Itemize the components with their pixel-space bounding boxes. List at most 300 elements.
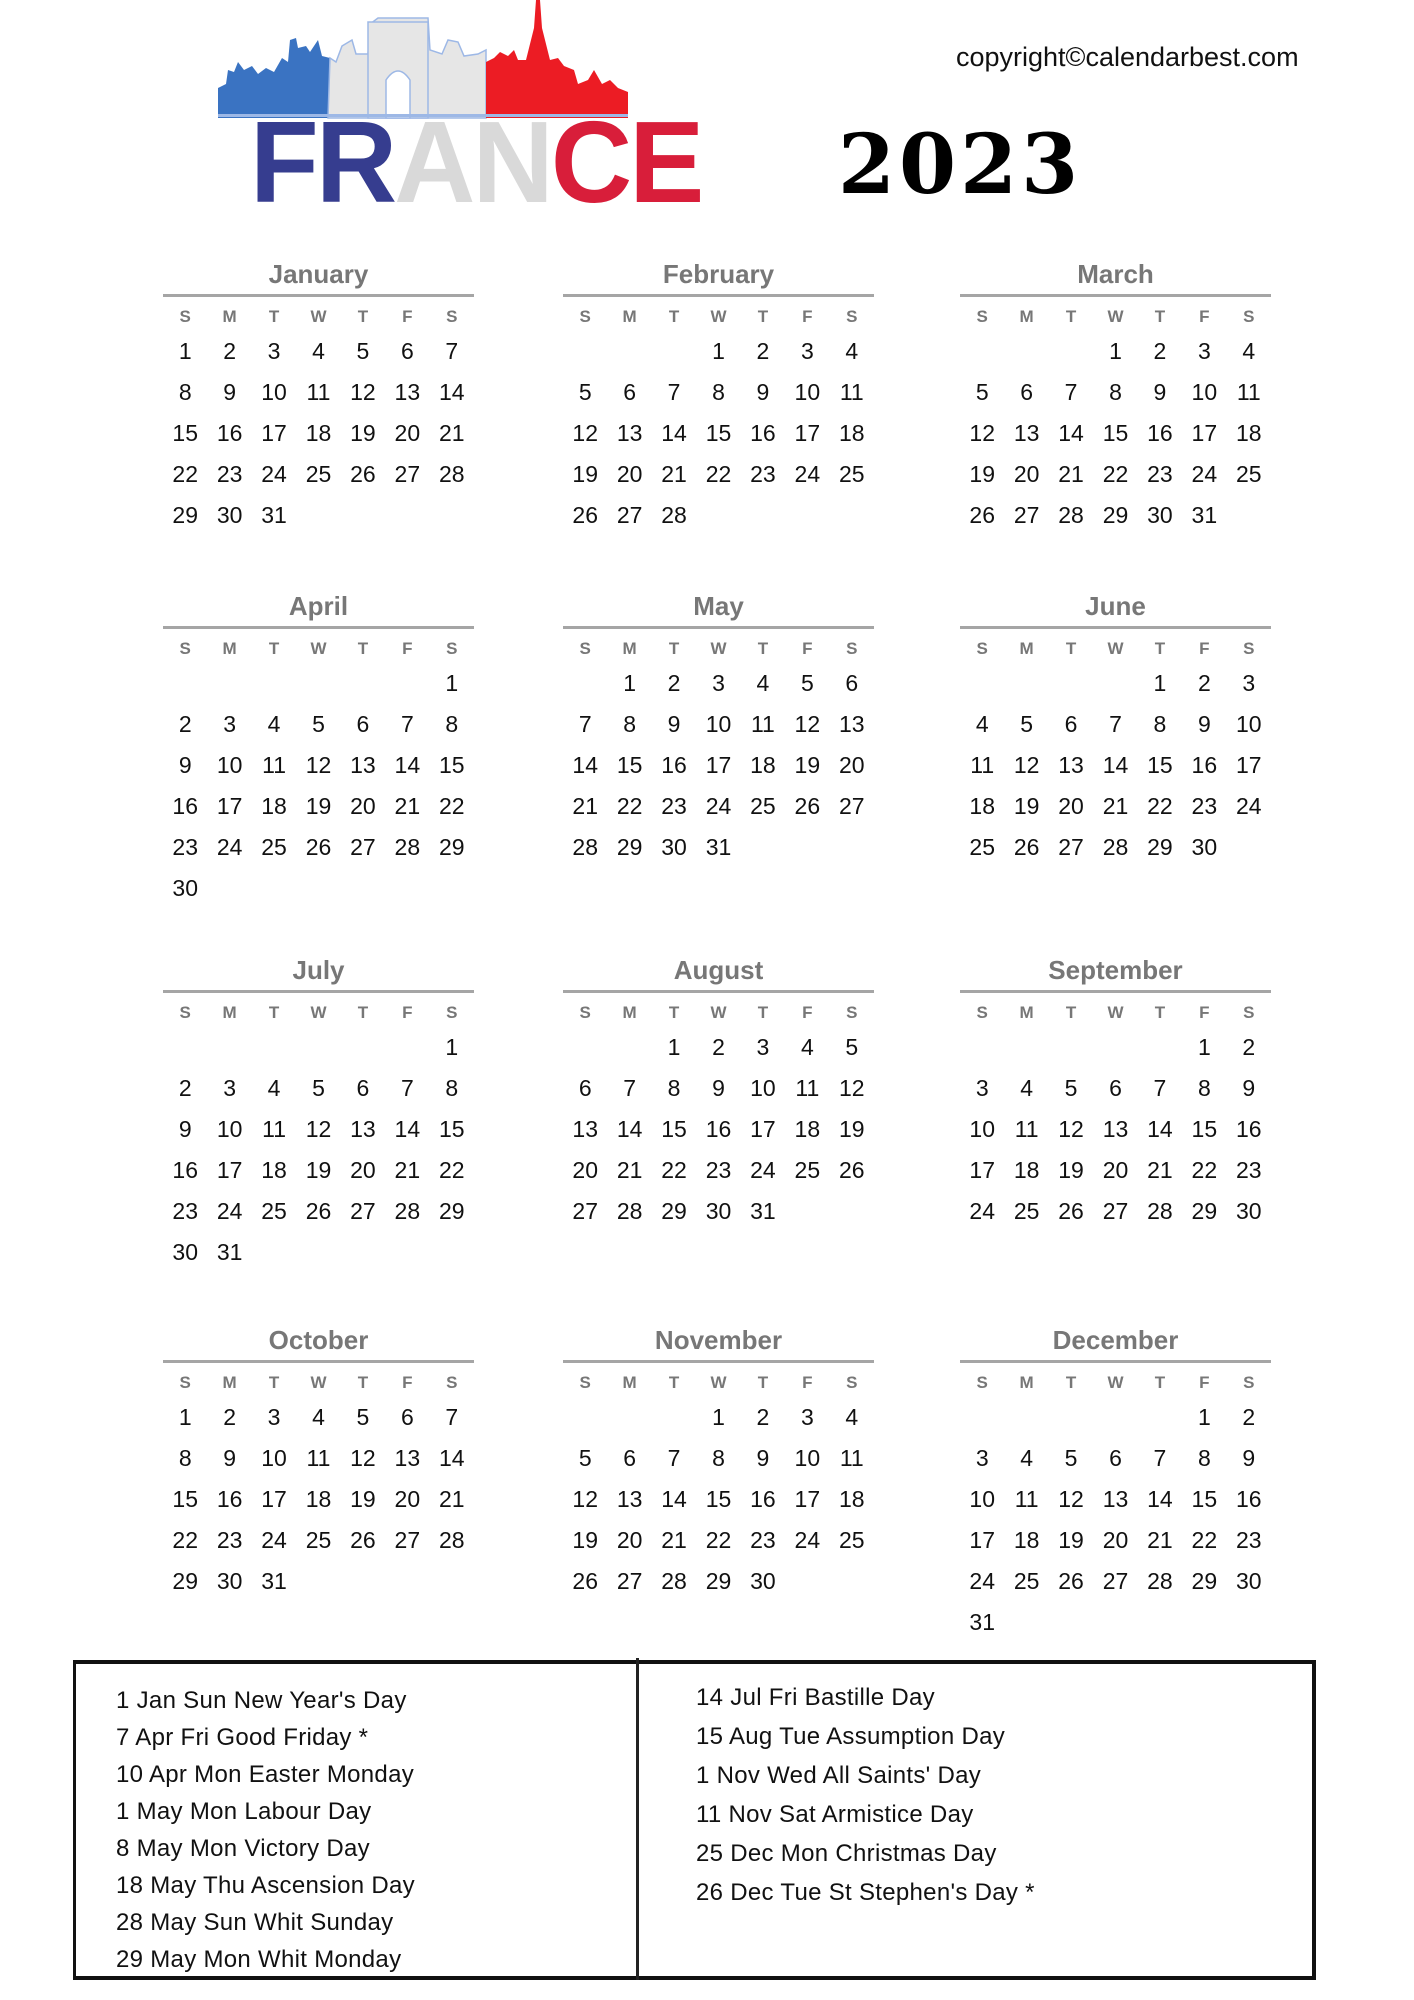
weekday-header: T [268, 1003, 280, 1022]
day-cell: 21 [1102, 793, 1129, 819]
day-cell: 20 [838, 752, 865, 778]
holiday-item: 28 May Sun Whit Sunday [116, 1909, 394, 1936]
day-cell: 15 [705, 420, 732, 446]
day-cell: 20 [1102, 1157, 1129, 1183]
day-cell: 25 [838, 1527, 865, 1553]
month-title: January [268, 259, 369, 289]
day-cell: 6 [623, 379, 637, 405]
day-cell: 7 [667, 1445, 681, 1471]
weekday-header: M [622, 1003, 637, 1022]
day-cell: 9 [1153, 379, 1167, 405]
day-cell: 8 [1197, 1445, 1211, 1471]
day-cell: 23 [1191, 793, 1218, 819]
day-cell: 24 [216, 834, 243, 860]
day-cell: 2 [178, 1075, 192, 1101]
day-cell: 1 [667, 1034, 681, 1060]
holiday-item: 26 Dec Tue St Stephen's Day * [696, 1879, 1035, 1906]
day-cell: 27 [350, 1198, 376, 1224]
day-cell: 27 [616, 1568, 643, 1594]
empty-cell [296, 1027, 340, 1068]
day-grid [960, 1363, 1271, 1643]
weekday-header: S [579, 639, 591, 658]
day-cell: 19 [794, 752, 821, 778]
month-april [163, 590, 474, 909]
day-cell: 2 [1242, 1404, 1256, 1430]
holiday-item: 25 Dec Mon Christmas Day [696, 1840, 997, 1867]
day-cell: 4 [1020, 1075, 1034, 1101]
day-cell: 21 [394, 1157, 421, 1183]
empty-cell [385, 1027, 429, 1068]
day-cell: 22 [616, 793, 643, 819]
weekday-header: T [357, 1373, 369, 1392]
day-cell: 9 [756, 379, 770, 405]
weekday-header: F [802, 639, 813, 658]
weekday-header: M [222, 1003, 237, 1022]
empty-cell [1004, 331, 1048, 372]
day-cell: 5 [356, 1404, 370, 1430]
day-cell: 19 [350, 420, 376, 446]
weekday-header: S [976, 1373, 988, 1392]
day-cell: 14 [438, 379, 465, 405]
day-cell: 25 [261, 834, 287, 860]
day-cell: 25 [1013, 1198, 1040, 1224]
day-cell: 26 [794, 793, 821, 819]
month-title: December [1052, 1325, 1179, 1355]
day-cell: 27 [838, 793, 865, 819]
day-cell: 12 [969, 420, 995, 446]
day-cell: 1 [1153, 670, 1167, 696]
day-grid [563, 1363, 874, 1602]
day-cell: 4 [312, 1404, 325, 1430]
day-cell: 2 [223, 338, 237, 364]
day-cell: 16 [172, 1157, 198, 1183]
day-cell: 11 [306, 1445, 331, 1471]
weekday-header: T [1065, 307, 1077, 326]
empty-cell [163, 1027, 207, 1068]
copyright-text: copyright©calendarbest.com [956, 42, 1299, 72]
day-cell: 4 [267, 711, 281, 737]
day-cell: 25 [969, 834, 995, 860]
weekday-header: W [310, 1373, 327, 1392]
day-cell: 1 [445, 1034, 459, 1060]
holiday-item: 1 May Mon Labour Day [116, 1798, 372, 1825]
day-cell: 7 [578, 711, 592, 737]
day-grid [163, 629, 474, 909]
day-cell: 3 [712, 670, 725, 696]
weekday-header: W [1107, 1003, 1124, 1022]
month-february [563, 258, 874, 536]
day-cell: 15 [705, 1486, 732, 1512]
day-cell: 18 [1013, 1527, 1040, 1553]
day-cell: 31 [261, 1568, 287, 1594]
day-cell: 23 [661, 793, 687, 819]
day-cell: 3 [223, 711, 237, 737]
weekday-header: S [446, 1003, 458, 1022]
day-cell: 3 [975, 1445, 989, 1471]
logo-letter: C [550, 97, 630, 227]
weekday-header: F [1199, 639, 1210, 658]
day-cell: 28 [438, 1527, 465, 1553]
empty-cell [341, 663, 385, 704]
empty-cell [563, 331, 607, 372]
day-cell: 26 [305, 1198, 332, 1224]
weekday-header: T [1154, 1373, 1166, 1392]
weekday-header: S [1243, 1003, 1255, 1022]
day-cell: 11 [970, 752, 995, 778]
day-cell: 18 [750, 752, 776, 778]
day-grid [960, 993, 1271, 1232]
weekday-header: S [579, 307, 591, 326]
weekday-header: W [710, 1373, 727, 1392]
day-cell: 5 [312, 711, 325, 737]
day-cell: 12 [305, 1116, 332, 1142]
day-cell: 15 [661, 1116, 687, 1142]
weekday-header: F [402, 307, 413, 326]
holiday-item: 15 Aug Tue Assumption Day [696, 1723, 1006, 1750]
day-cell: 4 [800, 1034, 814, 1060]
month-september [960, 954, 1271, 1232]
day-cell: 11 [839, 379, 864, 405]
day-cell: 22 [705, 1527, 732, 1553]
day-cell: 12 [1058, 1486, 1084, 1512]
holiday-item: 18 May Thu Ascension Day [116, 1872, 415, 1899]
day-cell: 22 [1102, 461, 1129, 487]
weekday-header: T [1065, 1003, 1077, 1022]
day-cell: 16 [216, 1486, 243, 1512]
day-cell: 24 [1191, 461, 1218, 487]
day-cell: 6 [1109, 1445, 1122, 1471]
day-cell: 20 [616, 461, 643, 487]
day-cell: 11 [795, 1075, 820, 1101]
day-cell: 28 [661, 1568, 687, 1594]
day-cell: 14 [394, 1116, 421, 1142]
day-cell: 23 [172, 834, 198, 860]
holiday-column-left [116, 1682, 415, 1978]
day-cell: 14 [572, 752, 598, 778]
day-cell: 26 [572, 502, 598, 528]
day-cell: 26 [350, 461, 376, 487]
day-cell: 12 [350, 1445, 376, 1471]
day-cell: 10 [261, 379, 287, 405]
empty-cell [960, 1027, 1004, 1068]
day-cell: 6 [400, 338, 414, 364]
day-cell: 13 [1013, 420, 1040, 446]
weekday-header: W [310, 1003, 327, 1022]
weekday-header: S [976, 639, 988, 658]
day-cell: 11 [306, 379, 331, 405]
day-cell: 8 [667, 1075, 681, 1101]
day-cell: 24 [261, 1527, 287, 1553]
day-cell: 30 [1147, 502, 1173, 528]
day-cell: 9 [1242, 1075, 1256, 1101]
weekday-header: F [1199, 1003, 1210, 1022]
day-cell: 31 [261, 502, 287, 528]
weekday-header: S [579, 1003, 591, 1022]
logo-letter: N [472, 97, 551, 227]
day-cell: 17 [750, 1116, 776, 1142]
day-cell: 14 [616, 1116, 643, 1142]
day-cell: 16 [750, 1486, 776, 1512]
day-cell: 11 [1014, 1116, 1039, 1142]
day-cell: 7 [445, 1404, 459, 1430]
weekday-header: M [1019, 639, 1034, 658]
day-cell: 30 [216, 502, 243, 528]
day-cell: 19 [572, 461, 598, 487]
month-may [563, 590, 874, 868]
day-cell: 28 [1147, 1198, 1173, 1224]
day-cell: 13 [1058, 752, 1084, 778]
day-cell: 18 [261, 1157, 287, 1183]
day-cell: 13 [394, 1445, 421, 1471]
day-cell: 18 [969, 793, 995, 819]
empty-cell [1004, 1027, 1048, 1068]
empty-cell [341, 1027, 385, 1068]
logo-letter: R [315, 97, 395, 227]
day-cell: 25 [305, 1527, 332, 1553]
day-cell: 21 [438, 420, 465, 446]
day-cell: 27 [1013, 502, 1040, 528]
empty-cell [960, 1397, 1004, 1438]
empty-cell [385, 663, 429, 704]
day-cell: 13 [616, 1486, 643, 1512]
empty-cell [607, 1397, 651, 1438]
weekday-header: T [1065, 1373, 1077, 1392]
weekday-header: W [710, 639, 727, 658]
month-title: July [292, 955, 345, 985]
day-cell: 4 [756, 670, 770, 696]
holiday-item: 1 Nov Wed All Saints' Day [696, 1762, 982, 1789]
day-cell: 17 [794, 420, 821, 446]
day-cell: 30 [750, 1568, 776, 1594]
weekday-header: S [846, 1373, 858, 1392]
day-cell: 8 [1197, 1075, 1211, 1101]
day-cell: 12 [794, 711, 821, 737]
weekday-header: S [446, 639, 458, 658]
empty-cell [607, 331, 651, 372]
weekday-header: W [1107, 639, 1124, 658]
day-cell: 6 [845, 670, 859, 696]
day-cell: 23 [216, 1527, 243, 1553]
empty-cell [1093, 1397, 1137, 1438]
weekday-header: M [1019, 307, 1034, 326]
weekday-header: S [179, 1373, 191, 1392]
day-cell: 17 [261, 1486, 287, 1512]
weekday-header: F [1199, 307, 1210, 326]
day-cell: 12 [572, 1486, 598, 1512]
day-cell: 6 [1064, 711, 1078, 737]
day-cell: 22 [1191, 1527, 1218, 1553]
day-cell: 18 [1235, 420, 1262, 446]
day-cell: 4 [1242, 338, 1256, 364]
day-cell: 3 [267, 338, 281, 364]
day-cell: 24 [705, 793, 732, 819]
weekday-header: T [668, 639, 680, 658]
day-cell: 22 [1191, 1157, 1218, 1183]
day-cell: 26 [305, 834, 332, 860]
day-cell: 5 [312, 1075, 325, 1101]
day-cell: 2 [223, 1404, 237, 1430]
day-cell: 9 [223, 1445, 237, 1471]
day-cell: 28 [616, 1198, 643, 1224]
day-cell: 30 [172, 1239, 198, 1265]
day-cell: 29 [1191, 1568, 1218, 1594]
day-cell: 27 [394, 461, 421, 487]
empty-cell [207, 1027, 251, 1068]
weekday-header: M [222, 307, 237, 326]
day-cell: 9 [178, 752, 192, 778]
day-cell: 30 [172, 875, 198, 901]
day-cell: 17 [216, 793, 243, 819]
day-cell: 4 [267, 1075, 281, 1101]
day-cell: 7 [1064, 379, 1078, 405]
holiday-item: 11 Nov Sat Armistice Day [696, 1801, 974, 1828]
day-cell: 12 [350, 379, 376, 405]
day-cell: 23 [750, 1527, 776, 1553]
month-title: August [673, 955, 764, 985]
day-cell: 19 [1013, 793, 1040, 819]
month-title: October [268, 1325, 369, 1355]
day-cell: 23 [1147, 461, 1173, 487]
day-cell: 31 [750, 1198, 776, 1224]
day-cell: 17 [261, 420, 287, 446]
month-title: April [288, 591, 349, 621]
day-cell: 15 [1191, 1486, 1218, 1512]
empty-cell [296, 663, 340, 704]
day-cell: 16 [661, 752, 687, 778]
day-cell: 10 [794, 379, 821, 405]
day-cell: 1 [1197, 1034, 1211, 1060]
weekday-header: F [402, 1373, 413, 1392]
day-cell: 16 [172, 793, 198, 819]
day-cell: 24 [969, 1568, 995, 1594]
day-cell: 17 [705, 752, 732, 778]
day-cell: 19 [838, 1116, 865, 1142]
day-cell: 31 [1191, 502, 1218, 528]
month-title: May [693, 591, 744, 621]
day-grid [163, 1363, 474, 1602]
day-cell: 23 [750, 461, 776, 487]
day-cell: 20 [350, 793, 376, 819]
day-cell: 13 [1102, 1116, 1129, 1142]
holiday-item: 7 Apr Fri Good Friday * [116, 1724, 369, 1751]
weekday-header: M [1019, 1003, 1034, 1022]
day-cell: 27 [616, 502, 643, 528]
day-cell: 18 [305, 1486, 332, 1512]
day-cell: 15 [172, 1486, 198, 1512]
day-cell: 29 [1102, 502, 1129, 528]
day-cell: 8 [712, 1445, 725, 1471]
day-cell: 24 [794, 1527, 821, 1553]
month-november [563, 1324, 874, 1602]
day-cell: 11 [750, 711, 775, 737]
day-cell: 17 [969, 1527, 995, 1553]
day-cell: 24 [261, 461, 287, 487]
empty-cell [252, 663, 296, 704]
day-cell: 13 [394, 379, 421, 405]
day-cell: 22 [661, 1157, 687, 1183]
day-cell: 21 [661, 461, 687, 487]
day-cell: 15 [438, 752, 465, 778]
day-cell: 24 [969, 1198, 995, 1224]
day-cell: 22 [705, 461, 732, 487]
day-cell: 13 [838, 711, 865, 737]
day-cell: 31 [969, 1609, 995, 1635]
empty-cell [1049, 1397, 1093, 1438]
day-cell: 1 [1197, 1404, 1211, 1430]
logo-letter: E [629, 97, 702, 227]
day-cell: 23 [172, 1198, 198, 1224]
day-cell: 19 [1058, 1527, 1084, 1553]
day-cell: 21 [394, 793, 421, 819]
day-cell: 6 [356, 711, 370, 737]
day-cell: 18 [261, 793, 287, 819]
day-cell: 3 [800, 338, 814, 364]
day-cell: 14 [1102, 752, 1129, 778]
day-cell: 6 [400, 1404, 414, 1430]
weekday-header: T [668, 1373, 680, 1392]
day-cell: 30 [1235, 1198, 1262, 1224]
empty-cell [563, 1027, 607, 1068]
holiday-item: 1 Jan Sun New Year's Day [116, 1687, 407, 1714]
empty-cell [652, 331, 696, 372]
day-cell: 12 [572, 420, 598, 446]
day-cell: 29 [616, 834, 643, 860]
day-cell: 17 [1191, 420, 1218, 446]
weekday-header: M [222, 1373, 237, 1392]
day-cell: 6 [623, 1445, 637, 1471]
day-cell: 10 [216, 1116, 243, 1142]
weekday-header: W [1107, 1373, 1124, 1392]
day-cell: 28 [572, 834, 598, 860]
holiday-item: 29 May Mon Whit Monday [116, 1946, 402, 1973]
day-cell: 21 [438, 1486, 465, 1512]
day-cell: 28 [1058, 502, 1084, 528]
day-cell: 7 [400, 711, 414, 737]
day-cell: 10 [969, 1116, 995, 1142]
day-cell: 11 [262, 752, 286, 778]
day-cell: 12 [838, 1075, 865, 1101]
day-cell: 7 [667, 379, 681, 405]
weekday-header: T [268, 307, 280, 326]
day-cell: 28 [1147, 1568, 1173, 1594]
day-cell: 29 [172, 1568, 198, 1594]
day-cell: 9 [1242, 1445, 1256, 1471]
day-cell: 21 [1058, 461, 1084, 487]
day-cell: 9 [178, 1116, 192, 1142]
day-cell: 6 [578, 1075, 592, 1101]
weekday-header: W [710, 1003, 727, 1022]
day-cell: 26 [572, 1568, 598, 1594]
weekday-header: S [179, 639, 191, 658]
logo-letter: F [250, 97, 316, 227]
day-cell: 10 [705, 711, 732, 737]
empty-cell [960, 663, 1004, 704]
weekday-header: F [802, 1003, 813, 1022]
day-cell: 1 [712, 338, 725, 364]
weekday-header: T [1154, 639, 1166, 658]
holiday-column-right [696, 1678, 1035, 1912]
weekday-header: M [622, 1373, 637, 1392]
day-cell: 30 [1235, 1568, 1262, 1594]
day-grid [163, 993, 474, 1273]
day-cell: 16 [216, 420, 243, 446]
day-cell: 15 [616, 752, 643, 778]
column-divider [636, 1658, 639, 1980]
day-cell: 15 [1147, 752, 1173, 778]
day-cell: 12 [1013, 752, 1040, 778]
day-cell: 2 [756, 338, 770, 364]
empty-cell [1049, 663, 1093, 704]
